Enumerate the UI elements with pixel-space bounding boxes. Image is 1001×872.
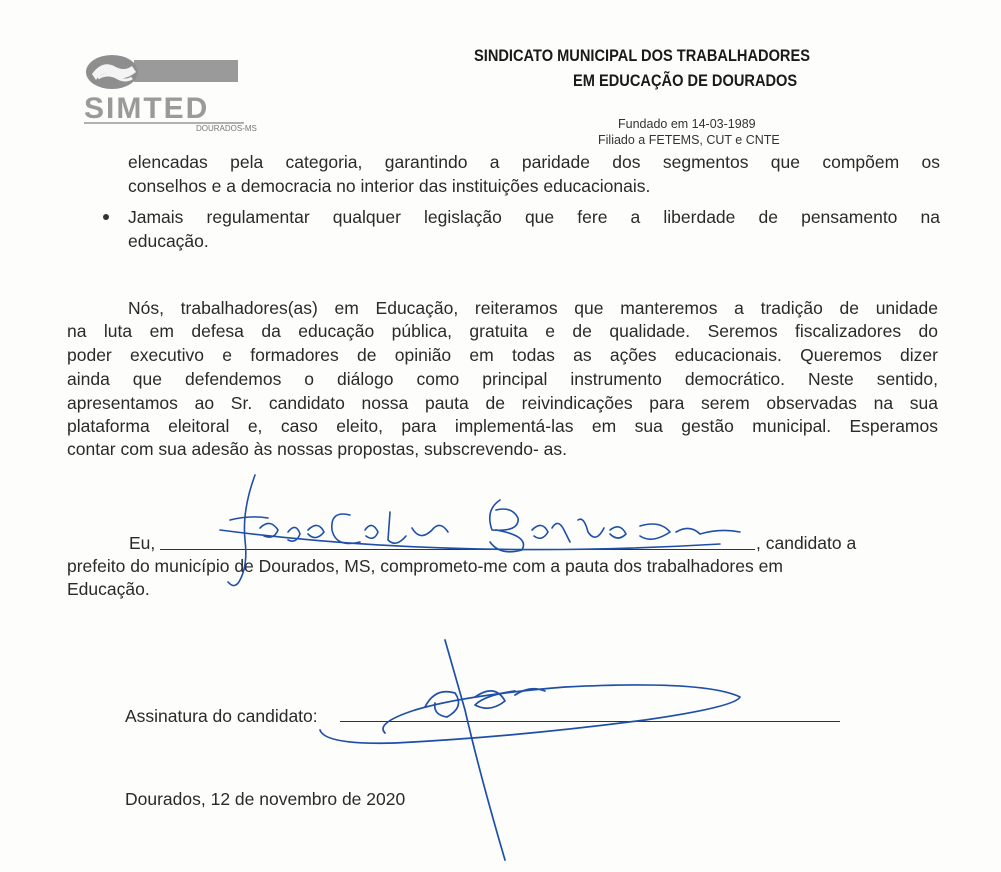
candidate-signature (315, 635, 755, 865)
paragraph-line-4: ainda que defendemos o diálogo como principal instrumento democrático. Neste sentido, (67, 369, 938, 389)
date-line: Dourados, 12 de novembro de 2020 (125, 789, 406, 809)
continuation-line-1: elencadas pela categoria, garantindo a paridade dos segmentos que compõem os (128, 152, 940, 172)
paragraph-line-3: poder executivo e formadores de opinião em todas as ações educacionais. Queremos dizer (67, 345, 938, 365)
commitment-line-2: prefeito do município de Dourados, MS, comprometo-me com a pauta dos trabalhadores em (67, 556, 783, 576)
bullet-icon (103, 214, 109, 220)
paragraph-line-1: Nós, trabalhadores(as) em Educação, reiteramos que manteremos a tradição de unidade (128, 298, 938, 318)
paragraph-line-5: apresentamos ao Sr. candidato nossa pauta de reivindicações para serem observadas na sua (67, 393, 938, 413)
continuation-line-2: conselhos e a democracia no interior das instituições educacionais. (128, 176, 651, 196)
commitment-line-3: Educação. (67, 579, 150, 599)
logo-wordmark: SIMTED (84, 92, 210, 125)
affiliations: Filiado a FETEMS, CUT e CNTE (598, 133, 780, 147)
commitment-prefix: Eu, (129, 533, 156, 553)
org-name-line1: SINDICATO MUNICIPAL DOS TRABALHADORES (474, 46, 811, 65)
paragraph-line-6: plataforma eleitoral e, caso eleito, para implementá-las em sua gestão municipal. Esperamos (67, 416, 938, 436)
handwritten-name-signature (200, 470, 760, 600)
signature-blank-line (340, 721, 840, 722)
founded-date: Fundado em 14-03-1989 (618, 117, 756, 131)
signature-label: Assinatura do candidato: (125, 706, 318, 726)
logo-subtext: DOURADOS-MS (196, 124, 257, 133)
org-name-line2: EM EDUCAÇÃO DE DOURADOS (573, 71, 798, 90)
paragraph-line-7: contar com sua adesão às nossas propostas, subscrevendo- as. (67, 439, 567, 459)
commitment-suffix: , candidato a (756, 533, 857, 553)
bullet-line-1: Jamais regulamentar qualquer legislação que fere a liberdade de pensamento na (128, 207, 940, 227)
bullet-line-2: educação. (128, 231, 209, 251)
paragraph-line-2: na luta em defesa da educação pública, gratuita e de qualidade. Seremos fiscalizadores do (67, 321, 938, 341)
name-blank-line (160, 549, 755, 550)
